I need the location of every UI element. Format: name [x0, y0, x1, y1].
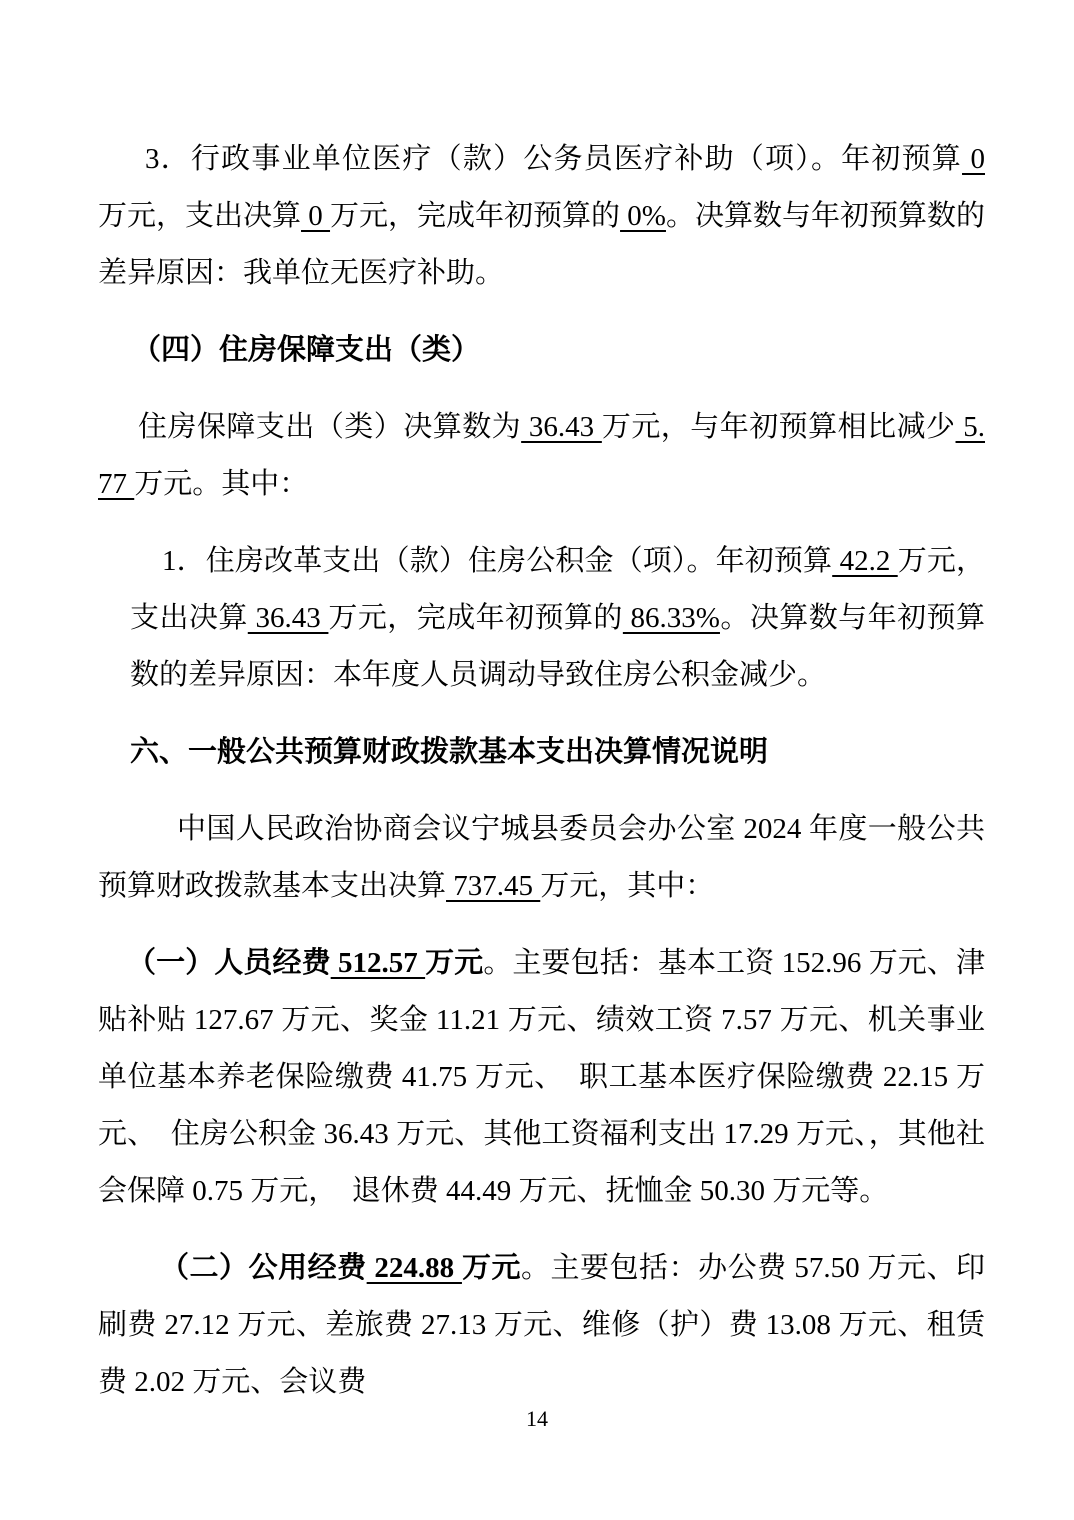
text-segment: 万元	[461, 1252, 521, 1284]
text-segment: 万元，其中：	[540, 870, 715, 902]
para-housing-security-summary	[98, 399, 985, 513]
heading-basic-expenditure-explanation	[130, 724, 985, 781]
text-segment: 1．住房改革支出（款）住房公积金（项）。年初预算	[162, 545, 833, 577]
text-segment: 万元，与年初预算相比减少	[601, 411, 956, 443]
text-segment: 86.33%	[622, 602, 720, 634]
text-segment: 42.2	[832, 545, 898, 577]
text-segment: 中国人民政治协商会议宁城县委员会办公室 2024 年度一般公共预算财政拨款基本支出决算	[98, 813, 985, 902]
para-civil-servant-medical-subsidy	[98, 131, 985, 302]
text-segment: 。决算数与年初预算数的差异原因：本年度人员调动导致住房公积金减少。	[130, 602, 985, 691]
text-segment: （一）人员经费	[127, 947, 331, 979]
text-segment: 0%	[620, 200, 666, 232]
text-segment: （四）住房保障支出（类）	[132, 334, 481, 366]
para-public-expenses	[98, 1240, 985, 1411]
text-segment: 。主要包括：基本工资 152.96 万元、津贴补贴 127.67 万元、奖金 11.21 万元、绩效工资 7.57 万元、机关事业单位基本养老保险缴费 41.75 万元、 职工基本医疗保险缴费 22.15 万元、 住房公积金 36.43 万元、其他工资福利支出 17.29 万元、，其他社会保障 0.75 万元， 退休费 44.49 万元、抚恤金 50.30 万元等。	[98, 947, 985, 1207]
text-segment: 万元，完成年初预算的	[328, 602, 623, 634]
text-segment: 六、一般公共预算财政拨款基本支出决算情况说明	[130, 736, 769, 768]
para-personnel-expenses	[98, 935, 985, 1220]
para-basic-expenditure-total	[98, 801, 985, 915]
text-segment: 住房保障支出（类）决算数为	[138, 411, 522, 443]
text-segment: 5.77	[98, 411, 985, 500]
text-segment: 万元，支出决算	[98, 200, 302, 232]
text-segment: 万元	[425, 947, 484, 979]
heading-housing-security-expenditure	[132, 322, 985, 379]
text-segment: 737.45	[446, 870, 541, 902]
text-segment: 0	[301, 200, 331, 232]
text-segment: （二）公用经费	[160, 1252, 367, 1284]
document-body	[98, 131, 985, 1431]
text-segment: 3．行政事业单位医疗（款）公务员医疗补助（项）。年初预算	[145, 143, 963, 175]
text-segment: 万元。其中：	[134, 468, 309, 500]
text-segment: 36.43	[521, 411, 602, 443]
text-segment: 。决算数与年初预算数的差异原因：我单位无医疗补助。	[98, 200, 985, 289]
text-segment: 万元，完成年初预算的	[330, 200, 621, 232]
text-segment: 。主要包括：办公费 57.50 万元、印刷费 27.12 万元、差旅费 27.13 万元、维修（护）费 13.08 万元、租赁费 2.02 万元、会议费	[98, 1252, 985, 1398]
text-segment: 224.88	[366, 1252, 462, 1284]
text-segment: 512.57	[330, 947, 426, 979]
text-segment: 36.43	[247, 602, 329, 634]
text-segment: 万元，支出决算	[130, 545, 985, 634]
page-number: 14	[526, 1406, 548, 1431]
para-housing-reform-fund	[130, 533, 985, 704]
text-segment: 0	[962, 143, 985, 175]
